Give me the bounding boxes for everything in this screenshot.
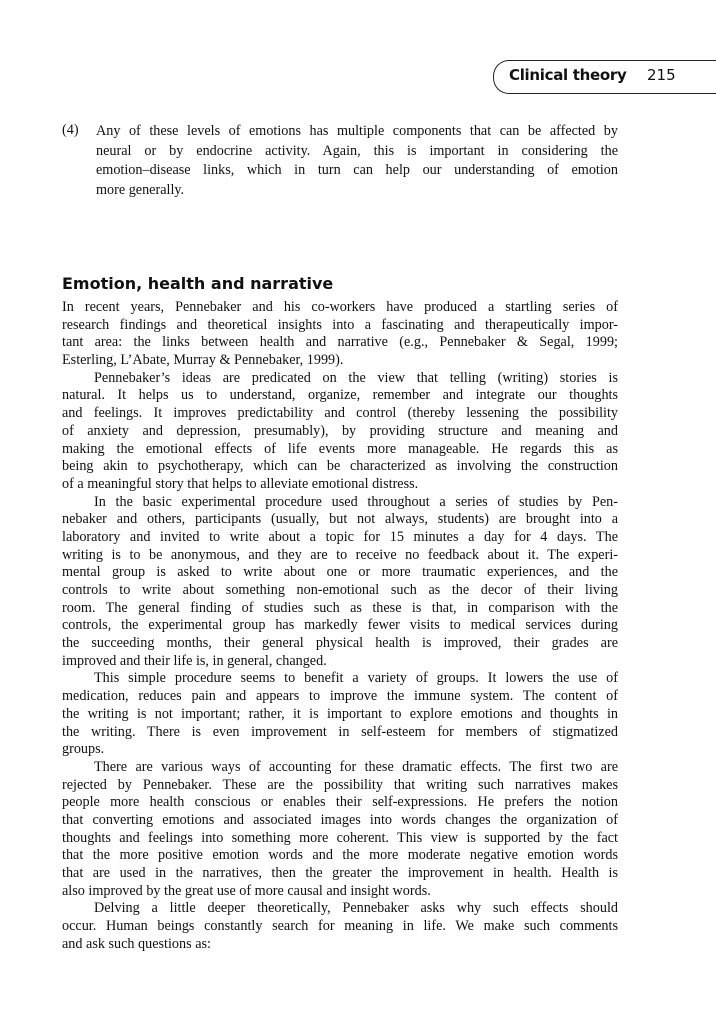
- text-line: In the basic experimental procedure used throughout a series of studies by Pen-: [94, 493, 618, 510]
- text-line: research findings and theoretical insights into a fascinating and therapeutically impor-: [62, 316, 618, 333]
- text-line: making the emotional effects of life events more manageable. He regards this as: [62, 440, 618, 457]
- text-line: rejected by Pennebaker. These are the possibility that writing such narratives makes: [62, 776, 618, 793]
- paragraph: [62, 670, 618, 758]
- text-line: of anxiety and depression, presumably), by providing structure and meaning and: [62, 422, 618, 439]
- text-line: Delving a little deeper theoretically, Pennebaker asks why such effects should: [94, 900, 618, 917]
- text-line: the succeeding months, their general physical health is improved, their grades are: [62, 635, 618, 652]
- text-line: thoughts and feelings into something more coherent. This view is supported by the fact: [62, 829, 618, 846]
- paragraph: [62, 370, 618, 494]
- text-line: Any of these levels of emotions has multiple components that can be affected by: [96, 123, 618, 139]
- text-line: This simple procedure seems to benefit a variety of groups. It lowers the use of: [94, 670, 618, 687]
- text-line: the writing. There is even improvement in self-esteem for members of stigmatized: [62, 723, 618, 740]
- paragraph: [62, 900, 618, 953]
- text-line: controls, the experimental group has markedly fewer visits to medical services during: [62, 617, 618, 634]
- text-line: that are used in the narratives, then the greater the improvement in health. Health is: [62, 865, 618, 881]
- text-line: that converting emotions and associated images into words changes the organization of: [62, 811, 618, 828]
- text-line: people more health conscious or enables their self-expressions. He prefers the notion: [62, 794, 618, 811]
- body-text: [62, 299, 618, 953]
- text-line: nebaker and others, participants (usually, but not always, students) are brought into a: [62, 511, 618, 528]
- text-line: mental group is asked to write about one or more traumatic experiences, and the: [62, 564, 618, 581]
- text-line: being akin to psychotherapy, which can be characterized as involving the construction: [62, 458, 618, 475]
- text-line: more generally.: [96, 181, 185, 198]
- text-line: also improved by the great use of more causal and insight words.: [62, 882, 431, 899]
- text-line: In recent years, Pennebaker and his co-workers have produced a startling series of: [62, 299, 618, 315]
- text-line: natural. It helps us to understand, organize, remember and integrate our thoughts: [62, 387, 618, 404]
- text-line: the writing is not important; rather, it is important to explore emotions and thoughts in: [62, 705, 618, 722]
- text-line: occur. Human beings constantly search for meaning in life. We make such comments: [62, 918, 618, 935]
- text-line: controls to write about something non-emotional such as the decor of their living: [62, 582, 618, 598]
- text-line: improved and their life is, in general, changed.: [62, 652, 327, 669]
- list-item-text: [96, 122, 618, 200]
- list-number: (4): [62, 122, 79, 138]
- paragraph: [62, 494, 618, 671]
- text-line: emotion–disease links, which in turn can help our understanding of emotion: [96, 162, 618, 178]
- section-heading: Emotion, health and narrative: [62, 274, 334, 293]
- text-line: medication, reduces pain and appears to improve the immune system. The content of: [62, 688, 618, 705]
- text-line: and ask such questions as:: [62, 935, 211, 952]
- paragraph: [62, 299, 618, 370]
- text-line: laboratory and invited to write about a topic for 15 minutes a day for 4 days. The: [62, 528, 618, 545]
- text-line: There are various ways of accounting for these dramatic effects. The first two are: [94, 758, 618, 775]
- page-number: 215: [647, 66, 676, 84]
- text-line: writing is to be anonymous, and they are to receive no feedback about it. The experi-: [62, 546, 618, 563]
- running-title: Clinical theory: [509, 66, 627, 84]
- text-line: Esterling, L’Abate, Murray & Pennebaker, 1999).: [62, 352, 344, 369]
- text-line: tant area: the links between health and narrative (e.g., Pennebaker & Segal, 1999;: [62, 334, 618, 351]
- text-line: room. The general finding of studies such as these is that, in comparison with the: [62, 599, 618, 616]
- text-line: that the more positive emotion words and the more moderate negative emotion words: [62, 847, 618, 864]
- text-line: and feelings. It improves predictability and control (thereby lessening the possibility: [62, 405, 618, 422]
- text-line: of a meaningful story that helps to alleviate emotional distress.: [62, 475, 419, 492]
- text-line: neural or by endocrine activity. Again, this is important in considering the: [96, 142, 618, 159]
- text-line: Pennebaker’s ideas are predicated on the view that telling (writing) stories is: [94, 369, 618, 386]
- text-line: groups.: [62, 741, 105, 758]
- paragraph: [62, 759, 618, 901]
